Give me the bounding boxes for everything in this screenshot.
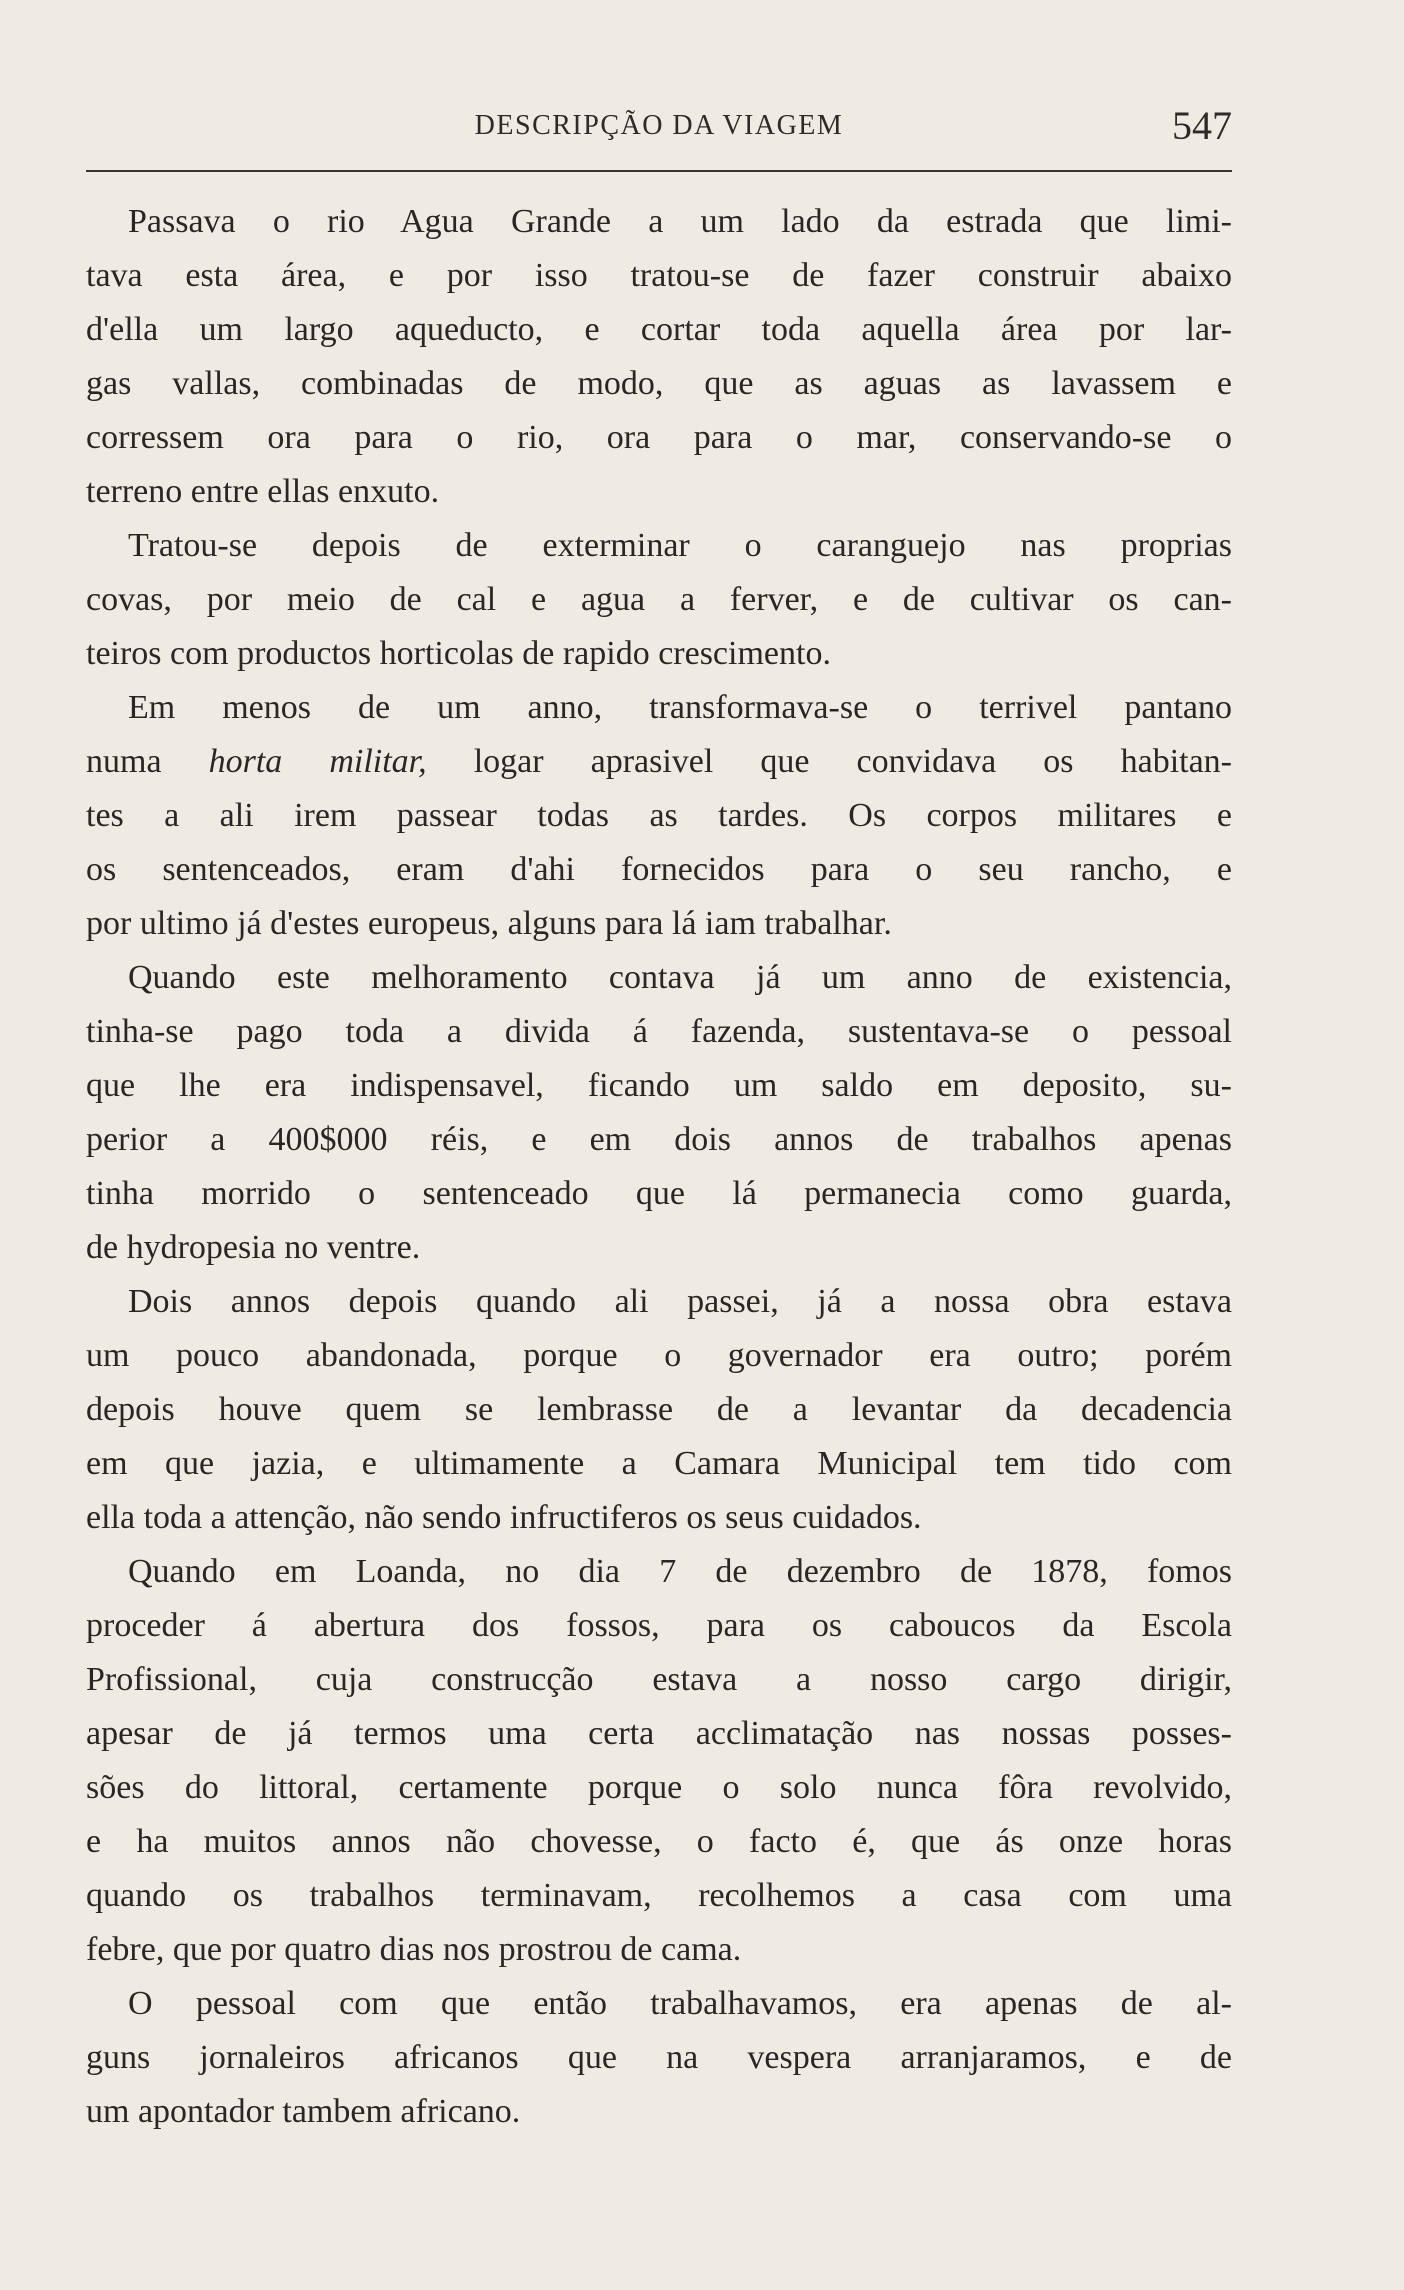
text-line: tava esta área, e por isso tratou-se de fazer construir abaixo <box>86 257 1232 294</box>
text-line: febre, que por quatro dias nos prostrou de cama. <box>86 1931 742 1968</box>
text-line: um pouco abandonada, porque o governador era outro; porém <box>86 1337 1232 1374</box>
text-line: depois houve quem se lembrasse de a levantar da decadencia <box>86 1391 1232 1428</box>
running-title: DESCRIPÇÃO DA VIAGEM <box>474 110 844 141</box>
text-line: Profissional, cuja construcção estava a nosso cargo dirigir, <box>86 1661 1232 1698</box>
text-line: Passava o rio Agua Grande a um lado da estrada que limi- <box>128 203 1232 240</box>
body-text <box>86 195 1232 2139</box>
text-line: em que jazia, e ultimamente a Camara Municipal tem tido com <box>86 1445 1232 1482</box>
page-header <box>86 100 1232 160</box>
text-run: numa <box>86 743 209 780</box>
text-line: tinha-se pago toda a divida á fazenda, sustentava-se o pessoal <box>86 1013 1232 1050</box>
text-line: corressem ora para o rio, ora para o mar, conservando-se o <box>86 419 1232 456</box>
text-line: quando os trabalhos terminavam, recolhemos a casa com uma <box>86 1877 1232 1914</box>
text-line: d'ella um largo aqueducto, e cortar toda aquella área por lar- <box>86 311 1232 348</box>
header-rule <box>86 170 1232 172</box>
text-line: tes a ali irem passear todas as tardes. Os corpos militares e <box>86 797 1232 834</box>
text-run: logar aprasivel que convidava os habitan- <box>426 743 1232 780</box>
text-line: por ultimo já d'estes europeus, alguns para lá iam trabalhar. <box>86 905 892 942</box>
text-line: Quando em Loanda, no dia 7 de dezembro de 1878, fomos <box>128 1553 1232 1590</box>
page-number: 547 <box>1172 103 1232 148</box>
text-line: Tratou-se depois de exterminar o caranguejo nas proprias <box>128 527 1232 564</box>
text-line: proceder á abertura dos fossos, para os caboucos da Escola <box>86 1607 1232 1644</box>
text-line: teiros com productos horticolas de rapido crescimento. <box>86 635 831 672</box>
text-line: ella toda a attenção, não sendo infructiferos os seus cuidados. <box>86 1499 922 1536</box>
italic-term: horta militar, <box>208 743 427 780</box>
text-line: gas vallas, combinadas de modo, que as aguas as lavassem e <box>86 365 1232 402</box>
text-line: O pessoal com que então trabalhavamos, era apenas de al- <box>128 1985 1232 2022</box>
text-line <box>86 681 1232 735</box>
text-line: um apontador tambem africano. <box>86 2093 521 2130</box>
text-line: Dois annos depois quando ali passei, já a nossa obra estava <box>128 1283 1232 1320</box>
text-line: guns jornaleiros africanos que na vespera arranjaramos, e de <box>86 2039 1232 2076</box>
text-line: covas, por meio de cal e agua a ferver, e de cultivar os can- <box>86 581 1232 618</box>
text-line: os sentenceados, eram d'ahi fornecidos para o seu rancho, e <box>86 851 1232 888</box>
text-line: apesar de já termos uma certa acclimatação nas nossas posses- <box>86 1715 1232 1752</box>
text-line: Quando este melhoramento contava já um anno de existencia, <box>128 959 1232 996</box>
text-line <box>86 735 1232 789</box>
text-line: tinha morrido o sentenceado que lá permanecia como guarda, <box>86 1175 1232 1212</box>
text-run: Em menos de um anno, transformava-se o terrivel pantano <box>128 689 1232 726</box>
text-line: de hydropesia no ventre. <box>86 1229 421 1266</box>
text-line: perior a 400$000 réis, e em dois annos de trabalhos apenas <box>86 1121 1232 1158</box>
text-line: sões do littoral, certamente porque o solo nunca fôra revolvido, <box>86 1769 1232 1806</box>
text-line: e ha muitos annos não chovesse, o facto é, que ás onze horas <box>86 1823 1232 1860</box>
text-line: terreno entre ellas enxuto. <box>86 473 440 510</box>
text-line: que lhe era indispensavel, ficando um saldo em deposito, su- <box>86 1067 1232 1104</box>
